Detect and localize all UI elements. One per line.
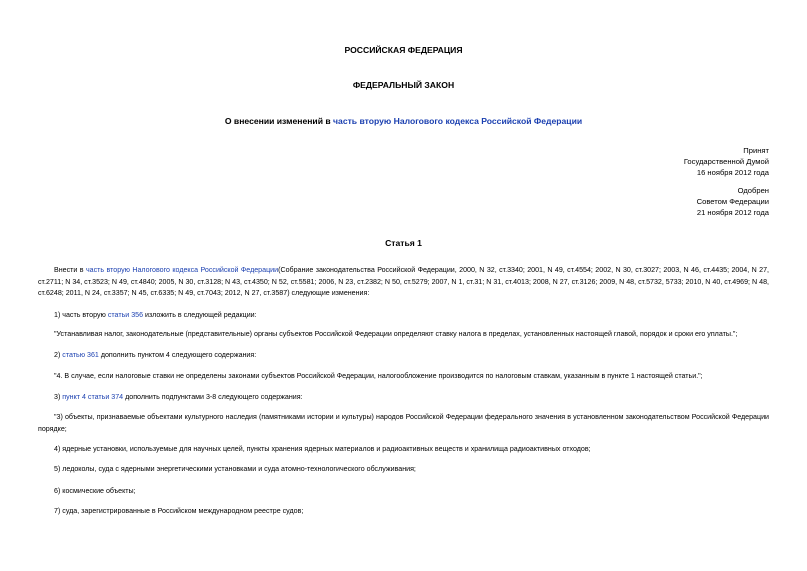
approved-date: 21 ноября 2012 года [696,207,769,217]
item-3-suffix: дополнить подпунктами 3-8 следующего содержания: [123,393,303,401]
approved-label: Одобрен [737,186,769,195]
article-title: Статья 1 [385,238,422,248]
item-1-link[interactable]: статьи 356 [107,311,144,319]
item-2-suffix: дополнить пунктом 4 следующего содержания: [98,351,257,359]
item-3 [38,392,769,404]
subitem-6: 6) космические объекты; [54,487,136,495]
intro-link[interactable]: часть вторую Налогового кодекса Российской Федерации [85,266,279,274]
law-title-prefix: О внесении изменений в [224,116,334,126]
intro-paragraph [38,265,769,300]
law-title-link[interactable]: часть вторую Налогового кодекса Российской Федерации [333,116,583,126]
item-1-suffix: изложить в следующей редакции: [143,311,257,319]
item-1 [38,310,769,322]
approved-block [697,186,769,218]
accepted-label: Принят [743,146,769,155]
subitem-4: 4) ядерные установки, используемые для научных целей, пункты хранения ядерных материалов и радиоактивных веществ и хранилища радиоактивных отходов; [54,445,591,453]
intro-prefix: Внести в [54,266,86,274]
item-2 [38,350,769,362]
quote-1: "Устанавливая налог, законодательные (представительные) органы субъектов Российской Федерации определяют ставку налога в пределах, установленных настоящей главой, порядок и сроки его уплаты."; [54,330,738,338]
item-2-link[interactable]: статью 361 [62,351,99,359]
subitem-5: 5) ледоколы, суда с ядерными энергетическими установками и суда атомно-технологического обслуживания; [54,465,416,473]
doc-type-heading: ФЕДЕРАЛЬНЫЙ ЗАКОН [352,80,455,90]
item-2-prefix: 2) [54,351,63,359]
accepted-date: 16 ноября 2012 года [696,167,769,177]
subitem-7: 7) суда, зарегистрированные в Российском международном реестре судов; [54,507,304,515]
country-heading: РОССИЙСКАЯ ФЕДЕРАЦИЯ [344,45,463,55]
subitem-3: "3) объекты, признаваемые объектами культурного наследия (памятниками истории и культуры) народов Российской Федерации федерального значения в установленном законодательством Российской Федерации порядке; [38,413,769,433]
approved-body: Советом Федерации [696,196,769,206]
item-3-link[interactable]: пункт 4 статьи 374 [62,393,124,401]
item-3-prefix: 3) [54,393,63,401]
item-1-prefix: 1) часть вторую [54,311,108,319]
accepted-body: Государственной Думой [683,156,769,166]
law-title [0,116,807,126]
intro-text: (Собрание законодательства Российской Федерации, 2000, N 32, ст.3340; 2001, N 49, ст.4554; 2002, N 30, ст.3027; 2003, N 46, ст.4435; 2004, N 27, ст.2711; N 34, ст.3523; N 49, ст.4840; 2005, N 30, ст.3128; N 43, ст.4350; N 52, ст.5581; 2006, N 23, ст.2382; N 50, ст.5279; 2007, N 1, ст.31; N 31, ст.4013; 2008, N 27, ст.3126; 2009, N 48, ст.5732, 5733; 2010, N 40, ст.4969; N 48, ст.6248; 2011, N 24, ст.3357; N 45, ст.6335; N 49, ст.7043; 2012, N 27, ст.3587) следующие изменения: [38,266,770,298]
accepted-block [684,146,769,178]
quote-2: "4. В случае, если налоговые ставки не определены законами субъектов Российской Федерации, налогообложение производится по налоговым ставкам, указанным в пункте 1 настоящей статьи."; [54,372,703,380]
